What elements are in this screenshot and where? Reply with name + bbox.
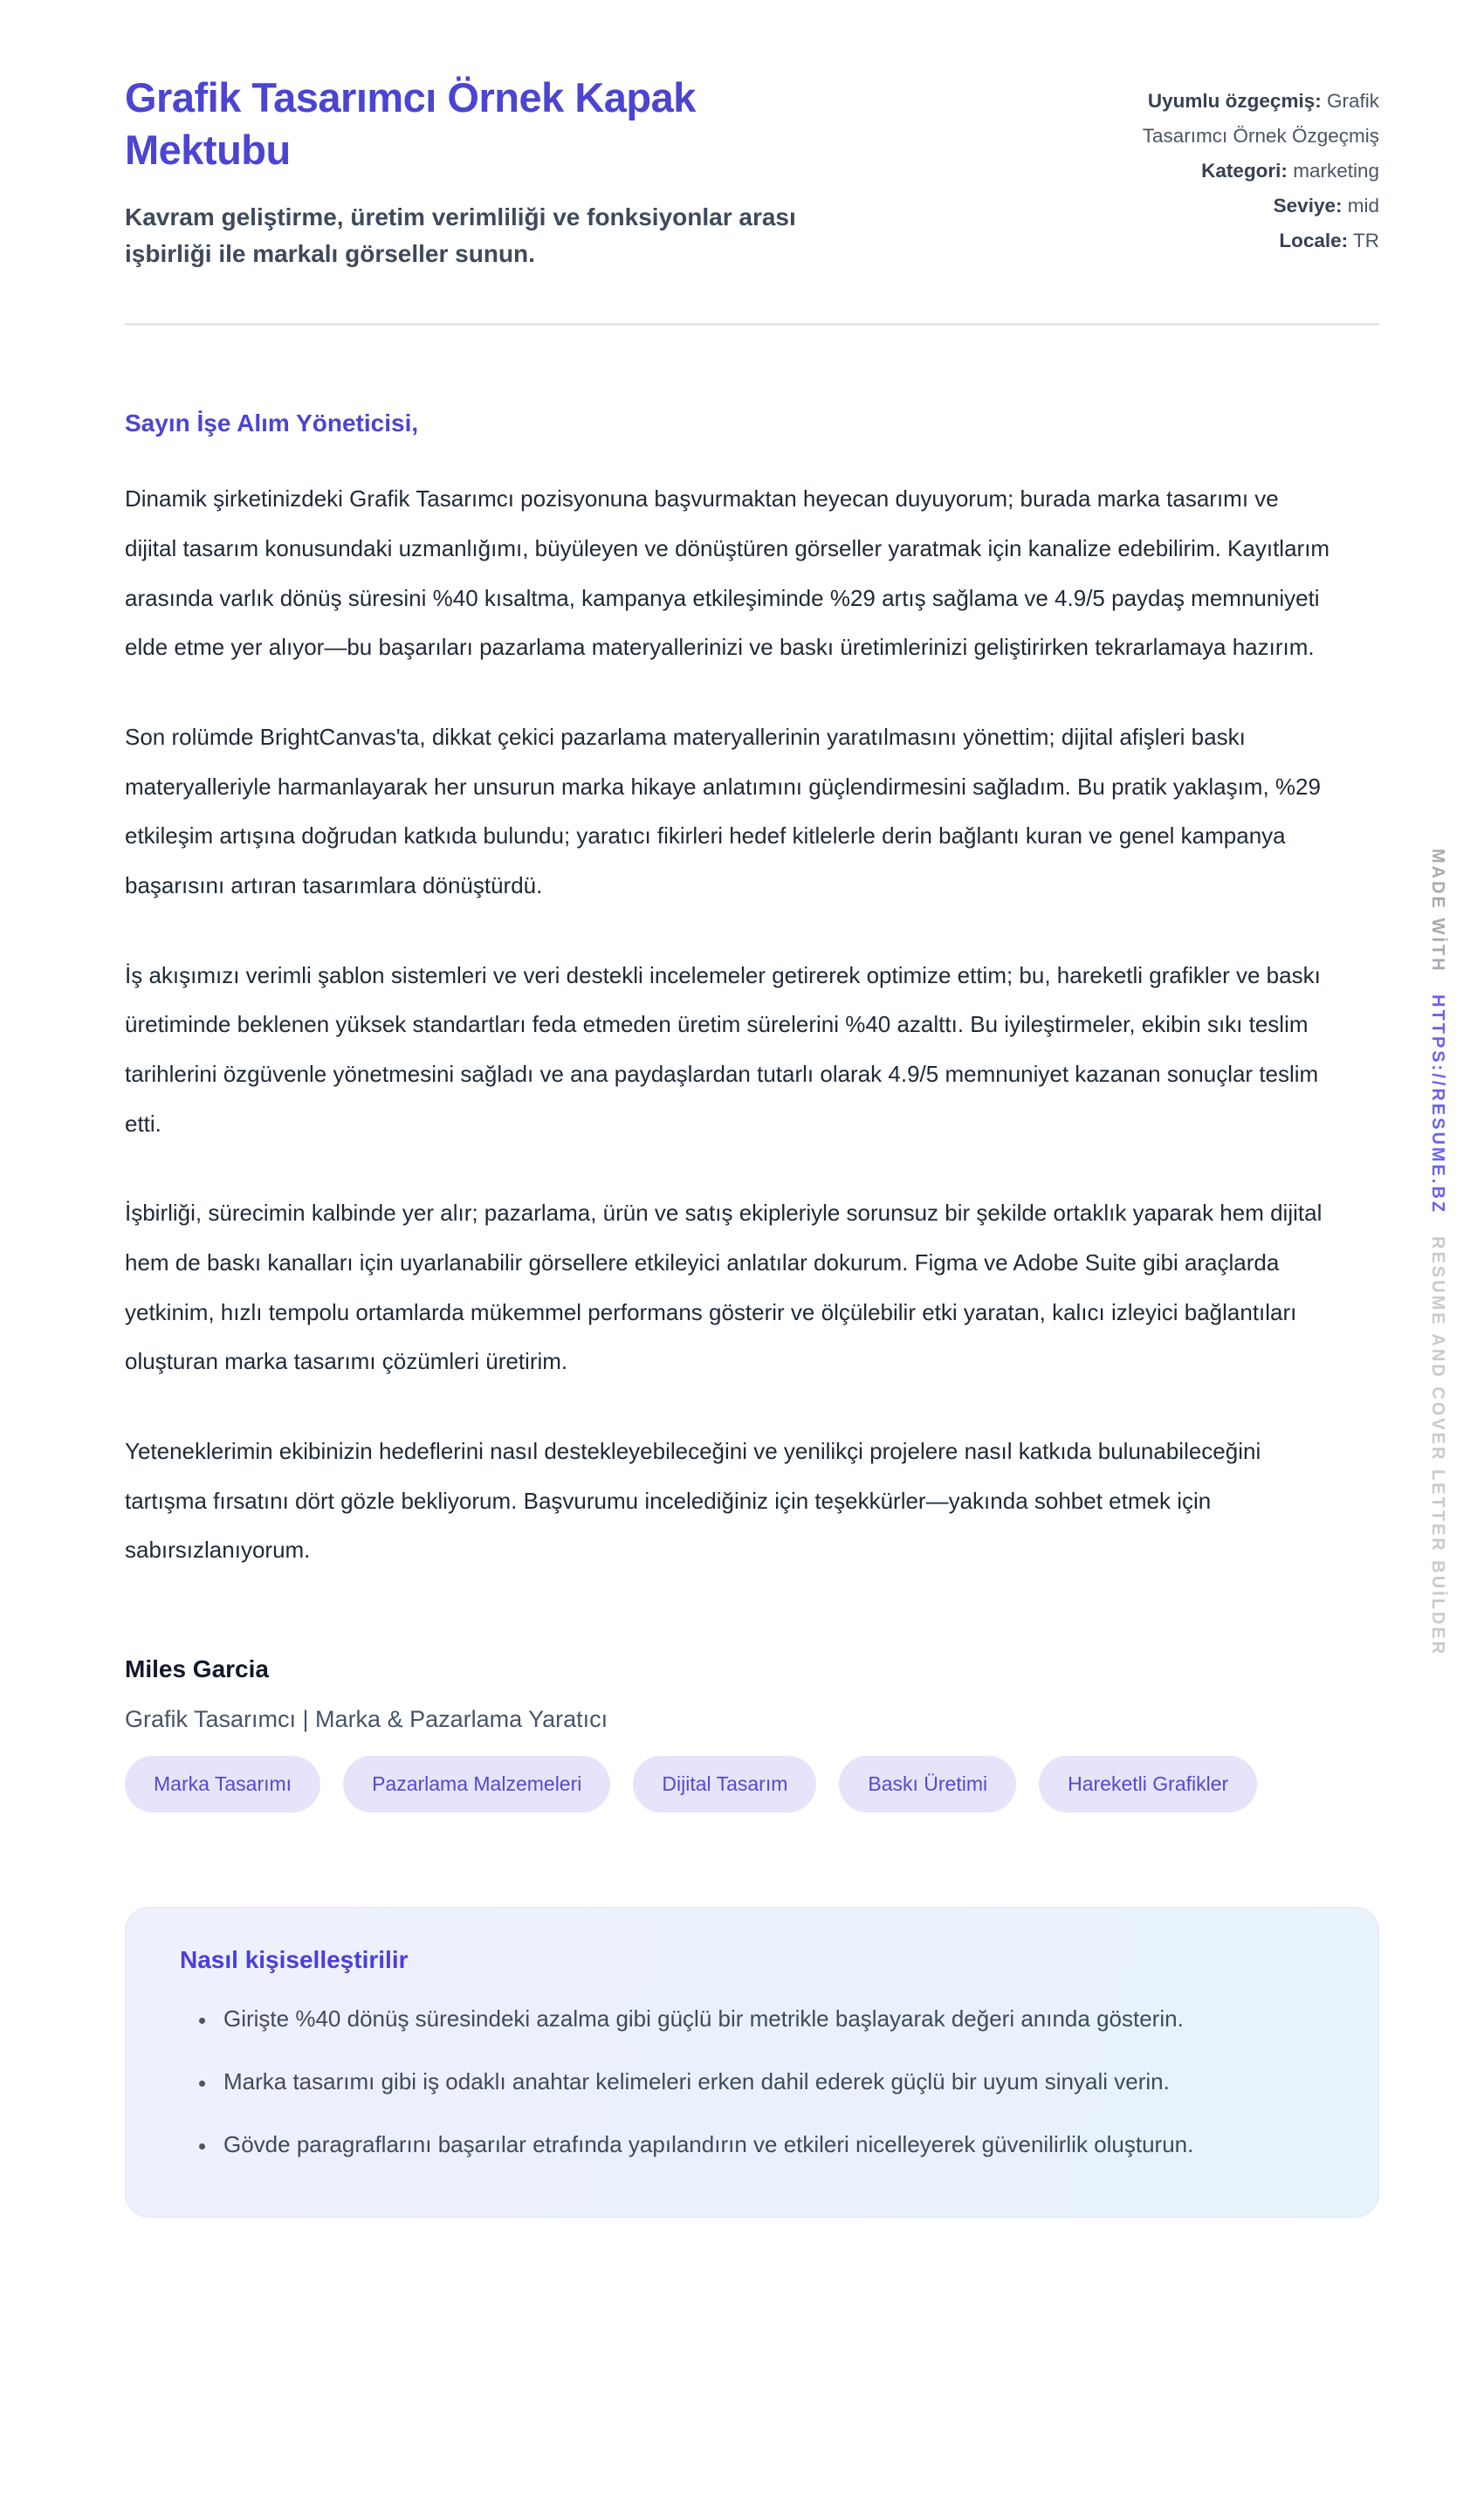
tag-pill[interactable]: Hareketli Grafikler: [1039, 1756, 1257, 1813]
meta-item-category: [1078, 154, 1379, 189]
letter-paragraph: Yeteneklerimin ekibinizin hedeflerini nasıl destekleyebileceğini ve yenilikçi projelere nasıl katkıda bulunabileceğini tartışma fırsatını dört gözle bekliyorum. Başvurumu incelediğiniz için teşekkürler—yakında sohbet etmek için sabırsızlanıyorum.: [125, 1438, 1261, 1564]
page-header: [125, 72, 1379, 272]
tips-item: • Gövde paragraflarını başarılar etrafında yapılandırın ve etkileri nicelleyerek güvenilirlik oluşturun.: [216, 2121, 1324, 2170]
signature-block: [125, 1655, 1379, 1733]
letter-paragraph: İşbirliği, sürecimin kalbinde yer alır; pazarlama, ürün ve satış ekipleriyle sorunsuz bir şekilde ortaklık yaparak hem dijital hem de baskı kanalları için uyarlanabilir görsellere etkileyici anlatılar dokurum. Figma ve Adobe Suite gibi araçlarda yetkinim, hızlı tempolu ortamlarda mükemmel performans gösterir ve ölçülebilir etki yaratan, kalıcı izleyici bağlantıları oluşturan marka tasarımı çözümleri üretirim.: [125, 1200, 1323, 1375]
meta-item-matching-resume: [1078, 84, 1379, 154]
page-subtitle: Kavram geliştirme, üretim verimliliği ve fonksiyonlar arası işbirliği ile markalı görseller sunun.: [125, 203, 796, 268]
skill-tags: [125, 1756, 1379, 1813]
page-title: Grafik Tasarımcı Örnek Kapak Mektubu: [125, 74, 696, 174]
tag-pill[interactable]: Pazarlama Malzemeleri: [343, 1756, 610, 1813]
tag-pill[interactable]: Dijital Tasarım: [633, 1756, 816, 1813]
meta-label: Seviye:: [1273, 195, 1343, 217]
resume-meta: [1078, 72, 1379, 258]
tips-list: [180, 1995, 1324, 2170]
made-with-watermark: [1427, 849, 1447, 1656]
letter-paragraph: Son rolümde BrightCanvas'ta, dikkat çekici pazarlama materyallerinin yaratılmasını yönettim; dijital afişleri baskı materyalleriyle harmanlayarak her unsurun marka hikaye anlatımını güçlendirmesini sağladım. Bu pratik yaklaşım, %29 etkileşim artışına doğrudan katkıda bulundu; yaratıcı fikirleri hedef kitlelerle derin bağlantı kuran ve genel kampanya başarısını artıran tasarımlara dönüştürdü.: [125, 724, 1321, 899]
meta-value: mid: [1347, 195, 1379, 217]
tag-pill[interactable]: Baskı Üretimi: [839, 1756, 1016, 1813]
meta-label: Locale:: [1279, 230, 1349, 252]
header-divider: [125, 323, 1379, 326]
signature-role: Grafik Tasarımcı | Marka & Pazarlama Yaratıcı: [125, 1706, 608, 1733]
meta-value: TR: [1353, 230, 1379, 252]
letter-paragraph: İş akışımızı verimli şablon sistemleri ve veri destekli incelemeler getirerek optimize ettim; bu, hareketli grafikler ve baskı üretiminde beklenen yüksek standartları feda etmeden üretim sürelerini %40 azalttı. Bu iyileştirmeler, ekibin sıkı teslim tarihlerini özgüvenle yönetmesini sağladı ve ana paydaşlardan tutarlı olarak 4.9/5 memnuniyet kazanan sonuçlar teslim etti.: [125, 961, 1321, 1137]
tips-title: Nasıl kişiselleştirilir: [180, 1946, 409, 1974]
meta-label: Uyumlu özgeçmiş:: [1147, 90, 1322, 112]
tips-item: • Girişte %40 dönüş süresindeki azalma gibi güçlü bir metrikle başlayarak değeri anında gösterin.: [216, 1995, 1324, 2044]
greeting-line: Sayın İşe Alım Yöneticisi,: [125, 409, 419, 437]
letter-paragraph: Dinamik şirketinizdeki Grafik Tasarımcı pozisyonuna başvurmaktan heyecan duyuyorum; burada marka tasarımı ve dijital tasarım konusundaki uzmanlığımı, büyüleyen ve dönüştüren görseller yaratmak için kanalize edebilirim. Kayıtlarım arasında varlık dönüş süresini %40 kısaltma, kampanya etkileşiminde %29 artış sağlama ve 4.9/5 paydaş memnuniyeti elde etme yer alıyor—bu başarıları pazarlama materyallerinizi ve baskı üretimlerinizi geliştirirken tekrarlamaya hazırım.: [125, 485, 1330, 661]
meta-item-locale: [1078, 224, 1379, 258]
watermark-made-with: MADE WİTH: [1428, 849, 1447, 973]
watermark-suffix: RESUME AND COVER LETTER BUİLDER: [1428, 1235, 1447, 1656]
meta-value: marketing: [1293, 160, 1379, 182]
meta-item-level: [1078, 189, 1379, 224]
tips-item: • Marka tasarımı gibi iş odaklı anahtar kelimeleri erken dahil ederek güçlü bir uyum sinyali verin.: [216, 2058, 1324, 2107]
letter-body: [125, 409, 1379, 1733]
tag-pill[interactable]: Marka Tasarımı: [125, 1756, 320, 1813]
meta-value: Grafik Tasarımcı Örnek Özgeçmiş: [1142, 90, 1379, 148]
title-block: [125, 72, 867, 272]
personalization-tips-card: [125, 1907, 1379, 2218]
meta-label: Kategori:: [1201, 160, 1288, 182]
signature-name: Miles Garcia: [125, 1655, 269, 1683]
watermark-link[interactable]: HTTPS://RESUME.BZ: [1428, 994, 1447, 1215]
